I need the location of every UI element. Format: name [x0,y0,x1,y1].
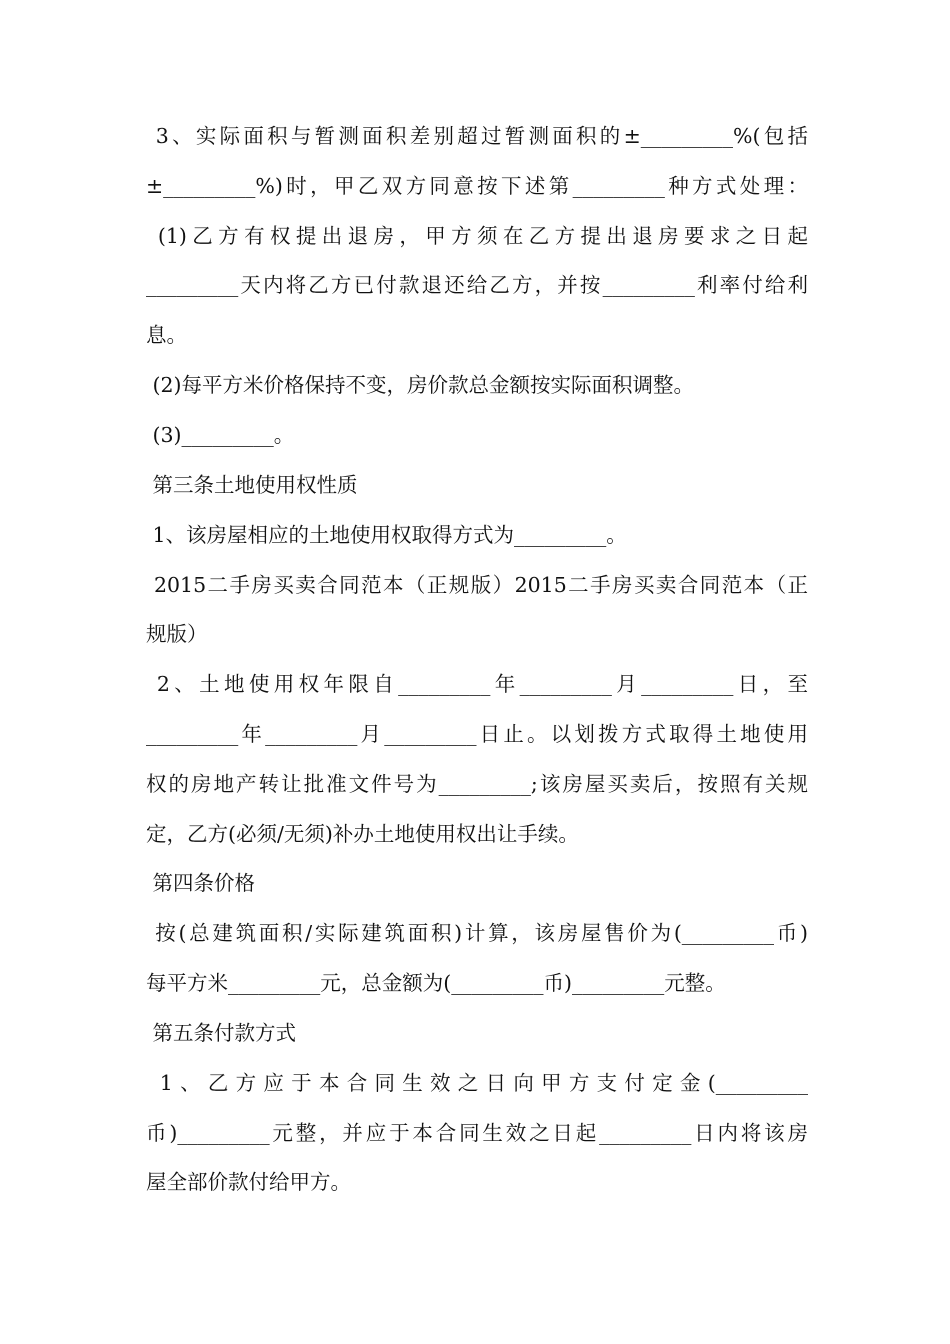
text-line: 规版） [146,622,208,646]
text-line: 权的房地产转让批准文件号为_________;该房屋买卖后，按照有关规 [146,772,808,796]
text-line: 3、实际面积与暂测面积差别超过暂测面积的±_________%(包括 [146,124,808,148]
text-line: 1、乙方应于本合同生效之日向甲方支付定金(_________ [146,1071,808,1095]
section-heading: 第四条价格 [146,871,256,895]
section-heading: 第五条付款方式 [146,1021,297,1045]
text-line: 1、该房屋相应的土地使用权取得方式为_________。 [146,523,627,547]
text-line: (1)乙方有权提出退房，甲方须在乙方提出退房要求之日起 [146,224,808,248]
text-line: 息。 [146,323,187,347]
section-heading: 第三条土地使用权性质 [146,473,358,497]
text-line: 屋全部价款付给甲方。 [146,1170,351,1194]
text-line: ±_________%)时，甲乙双方同意按下述第_________种方式处理： [146,174,808,198]
text-line: 定，乙方(必须/无须)补办土地使用权出让手续。 [146,822,579,846]
text-line: (2)每平方米价格保持不变，房价款总金额按实际面积调整。 [146,373,695,397]
text-line: 2015二手房买卖合同范本（正规版）2015二手房买卖合同范本（正 [146,573,808,597]
text-line: 币)_________元整，并应于本合同生效之日起_________日内将该房 [146,1121,808,1145]
text-line: _________天内将乙方已付款退还给乙方，并按_________利率付给利 [146,273,808,297]
text-line: _________年_________月_________日止。以划拨方式取得土地使用 [146,722,808,746]
text-line: 2、土地使用权年限自_________年_________月_________日，至 [146,672,808,696]
text-line: 每平方米_________元，总金额为(_________币)_________元整。 [146,971,726,995]
text-line: (3)_________。 [146,423,295,447]
text-line: 按(总建筑面积/实际建筑面积)计算，该房屋售价为(_________币) [146,921,808,945]
